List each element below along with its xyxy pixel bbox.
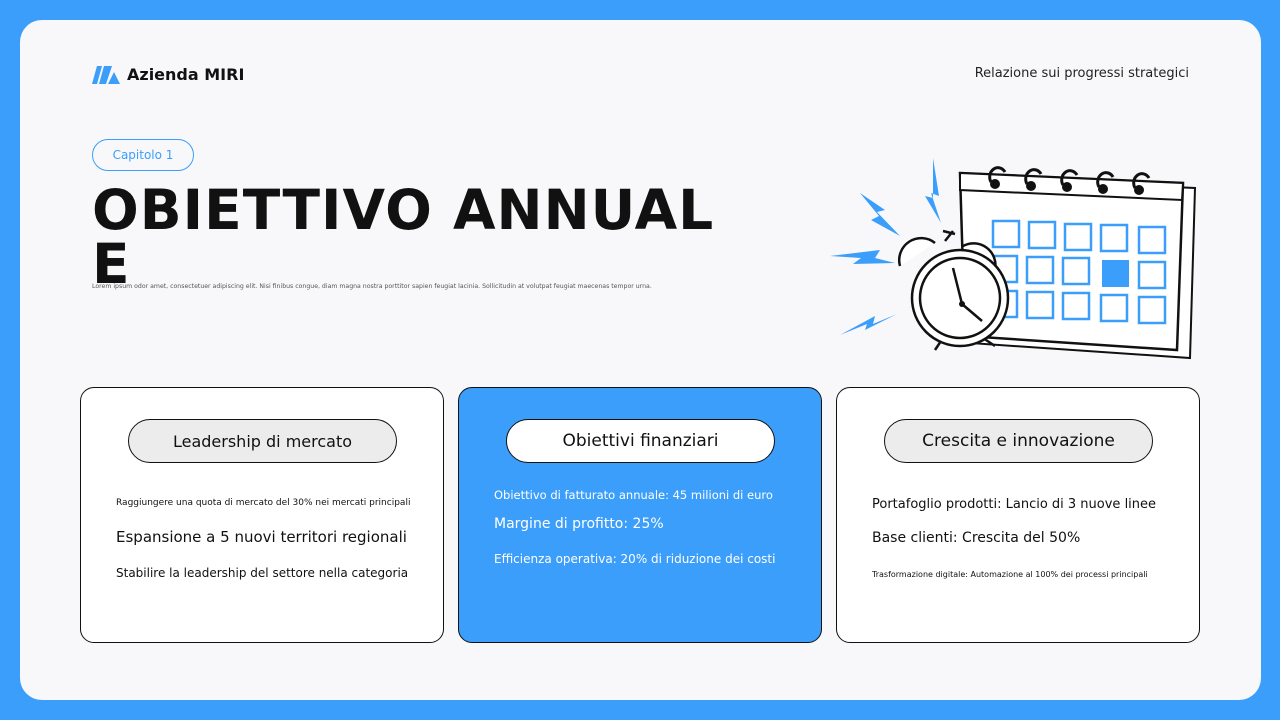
list-item: Obiettivo di fatturato annuale: 45 milioni di euro [494, 488, 773, 502]
list-item: Base clienti: Crescita del 50% [872, 530, 1081, 546]
card-financial-goals [458, 387, 822, 643]
alarm-clock-calendar-icon [805, 138, 1205, 368]
list-item: Espansione a 5 nuovi territori regionali [116, 528, 407, 546]
list-item: Raggiungere una quota di mercato del 30% nei mercati principali [116, 498, 411, 508]
brand [92, 65, 244, 84]
list-item: Efficienza operativa: 20% di riduzione dei costi [494, 552, 776, 566]
slide [20, 20, 1261, 700]
card-list [494, 480, 801, 566]
card-growth-innovation [836, 387, 1200, 643]
card-title: Crescita e innovazione [884, 419, 1153, 463]
card-title: Leadership di mercato [128, 419, 397, 463]
card-title: Obiettivi finanziari [506, 419, 775, 463]
list-item: Stabilire la leadership del settore nella categoria [116, 566, 409, 580]
page-subtitle: Lorem ipsum odor amet, consectetuer adipiscing elit. Nisi finibus congue, diam magna nostra porttitor sapien feugiat lacinia. Sollicitudin at volutpat feugiat maecenas tempor urna. [92, 283, 652, 290]
brand-name: Azienda MIRI [127, 65, 245, 84]
chapter-badge: Capitolo 1 [92, 139, 194, 171]
list-item: Margine di profitto: 25% [494, 516, 664, 532]
list-item: Trasformazione digitale: Automazione al 100% dei processi principali [872, 570, 1148, 579]
list-item: Portafoglio prodotti: Lancio di 3 nuove linee [872, 497, 1157, 512]
report-title: Relazione sui progressi strategici [974, 66, 1189, 81]
page-title: OBIETTIVO ANNUALE [92, 178, 715, 296]
brand-logo-icon [92, 66, 120, 84]
card-list [116, 488, 423, 580]
card-market-leadership [80, 387, 444, 643]
card-list [872, 488, 1179, 579]
